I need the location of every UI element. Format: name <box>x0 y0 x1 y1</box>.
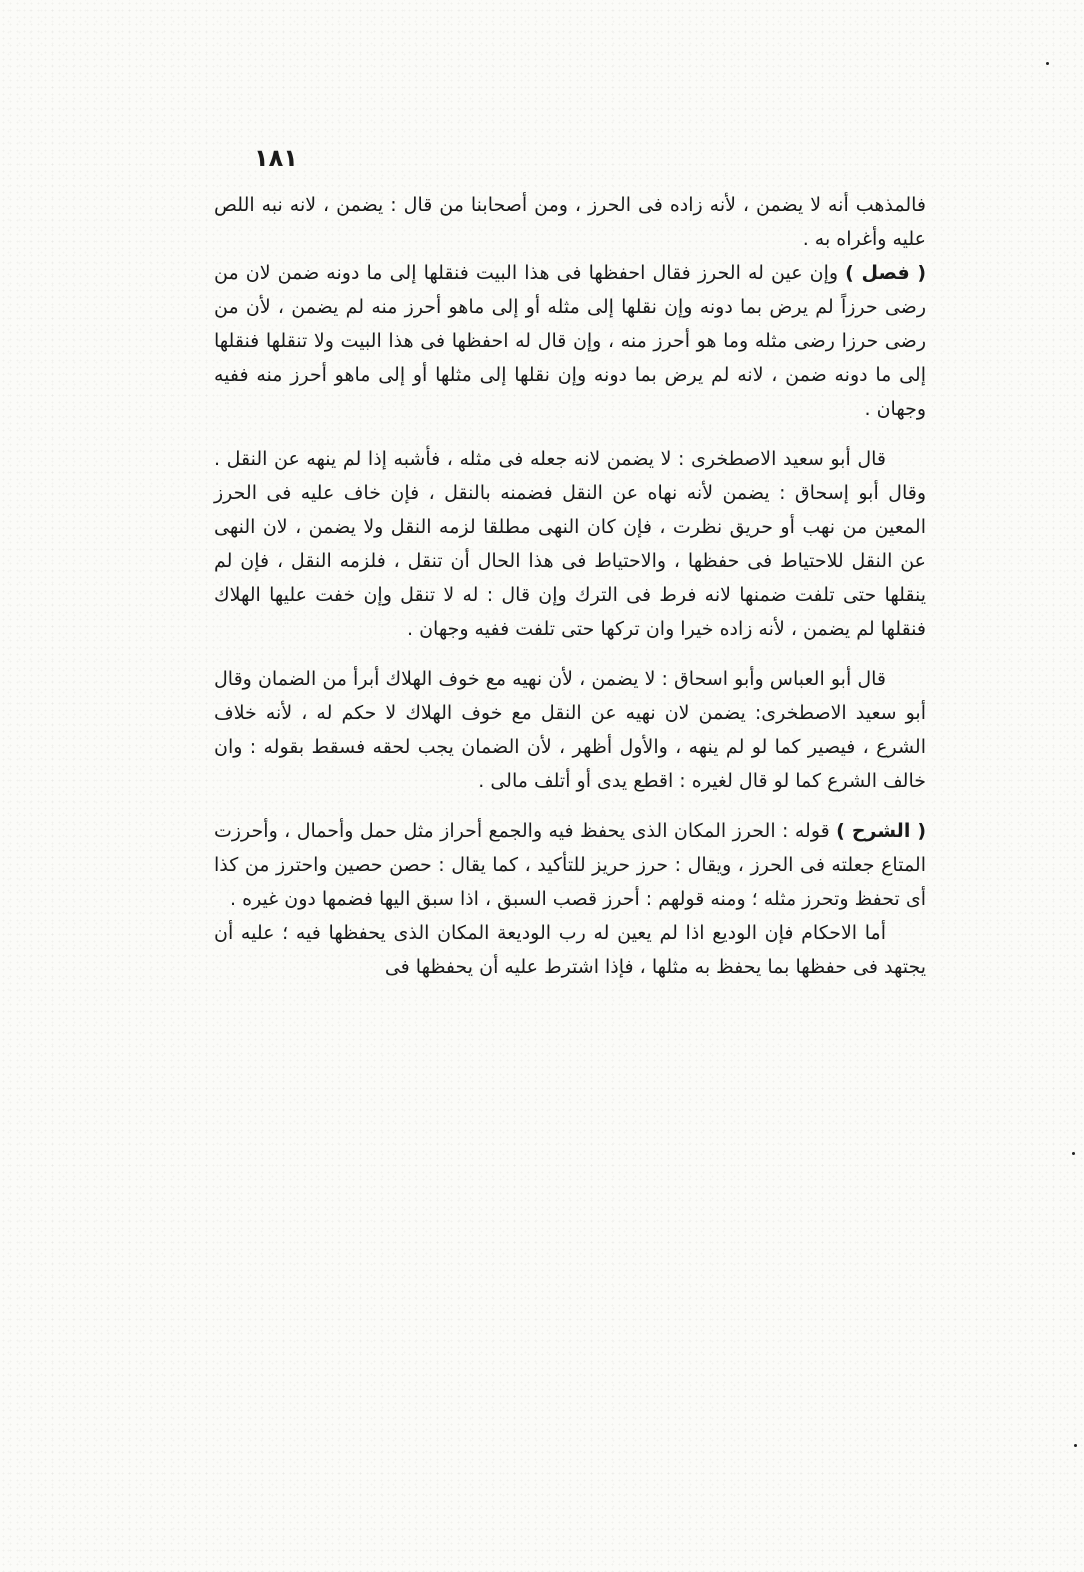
paragraph-text: وإن عين له الحرز فقال احفظها فى هذا البيت فنقلها إلى ما دونه ضمن لان من رضى حرزاً لم يرض بما دونه وإن نقلها إلى مثله أو إلى ماهو أحرز منه لم يضمن ، لأن من رضى حرزا رضى مثله وما هو أحرز منه ، وإن قال له احفظها فى هذا البيت ولا تنقلها فنقلها إلى ما دونه ضمن ، لانه لم يرض بما دونه وإن نقلها إلى مثلها أو إلى ماهو أحرز منه ففيه وجهان . <box>214 262 926 420</box>
scan-speck <box>1074 1444 1077 1447</box>
paragraph-section <box>214 256 926 426</box>
paragraph-text: فالمذهب أنه لا يضمن ، لأنه زاده فى الحرز ، ومن أصحابنا من قال : يضمن ، لانه نبه اللص عليه وأغراه به . <box>214 194 926 250</box>
paragraph <box>214 916 926 984</box>
paragraph-text: قال أبو سعيد الاصطخرى : لا يضمن لانه جعله فى مثله ، فأشبه إذا لم ينهه عن النقل . وقال أبو إسحاق : يضمن لأنه نهاه عن النقل فضمنه بالنقل ، فإن خاف عليه فى الحرز المعين من نهب أو حريق نظرت ، فإن كان النهى مطلقا لزمه النقل ولا يضمن ، لان النهى عن النقل للاحتياط فى حفظها ، والاحتياط فى هذا الحال أن تنقل ، فلزمه النقل ، فإن لم ينقلها حتى تلفت ضمنها لانه فرط فى الترك وإن قال : له لا تنقل وإن خفت عليها الهلاك فنقلها لم يضمن ، لأنه زاده خيرا وان تركها حتى تلفت ففيه وجهان . <box>214 448 926 640</box>
body-text <box>214 188 926 984</box>
paragraph <box>214 662 926 798</box>
page-number: ١٨١ <box>254 144 298 172</box>
scan-speck <box>1072 1152 1075 1155</box>
scan-speck <box>1046 62 1049 65</box>
paragraph-text: أما الاحكام فإن الوديع اذا لم يعين له رب الوديعة المكان الذى يحفظها فيه ؛ عليه أن يجتهد فى حفظها بما يحفظ به مثلها ، فإذا اشترط عليه أن يحفظها فى <box>214 922 926 978</box>
paragraph <box>214 188 926 256</box>
section-heading-fasl: ( فصل ) <box>845 262 927 284</box>
paragraph-text: قوله : الحرز المكان الذى يحفظ فيه والجمع أحراز مثل حمل وأحمال ، وأحرزت المتاع جعلته فى الحرز ، ويقال : حرز حريز للتأكيد ، كما يقال : حصن حصين واحترز من كذا أى تحفظ وتحرز مثله ؛ ومنه قولهم : أحرز قصب السبق ، اذا سبق اليها فضمها دون غيره . <box>214 820 926 910</box>
paragraph <box>214 442 926 646</box>
paragraph-text: قال أبو العباس وأبو اسحاق : لا يضمن ، لأن نهيه مع خوف الهلاك أبرأ من الضمان وقال أبو سعيد الاصطخرى: يضمن لان نهيه عن النقل مع خوف الهلاك لا حكم له ، لأنه خلاف الشرع ، فيصير كما لو لم ينهه ، والأول أظهر ، لأن الضمان يجب لحقه فسقط بقوله : وان خالف الشرع كما لو قال لغيره : اقطع يدى أو أتلف مالى . <box>214 668 926 792</box>
section-heading-sharh: ( الشرح ) <box>836 820 927 842</box>
paragraph-commentary <box>214 814 926 916</box>
